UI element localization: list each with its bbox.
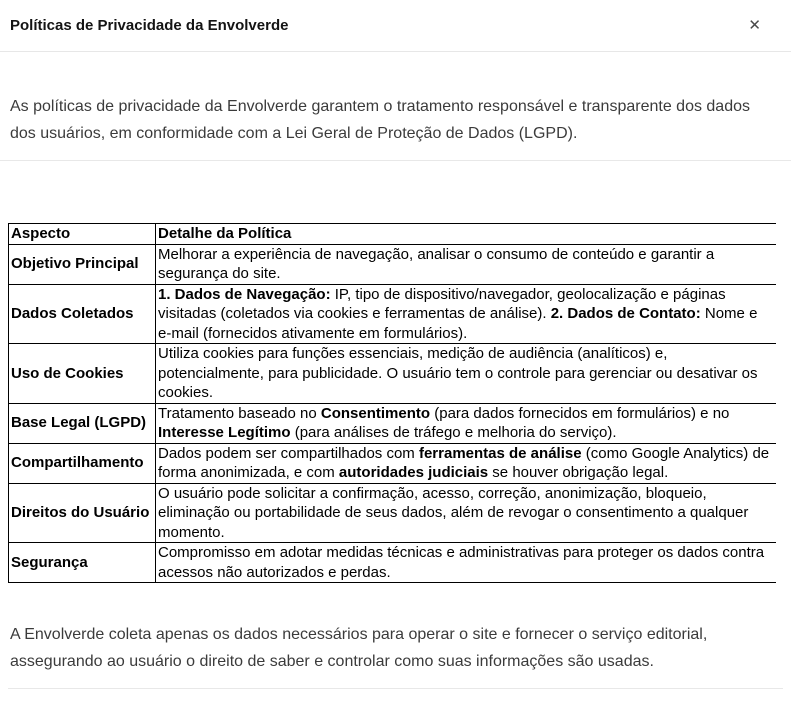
close-icon[interactable]: ✕ — [744, 14, 765, 37]
table-row — [9, 403, 777, 443]
column-header-aspecto: Aspecto — [9, 224, 156, 245]
policy-table — [8, 223, 776, 583]
row-aspect: Segurança — [9, 543, 156, 583]
table-header-row — [9, 224, 777, 245]
row-aspect: Dados Coletados — [9, 284, 156, 344]
row-aspect: Compartilhamento — [9, 443, 156, 483]
row-detail: Compromisso em adotar medidas técnicas e administrativas para proteger os dados contra acessos não autorizados e perdas. — [156, 543, 777, 583]
divider — [8, 688, 783, 689]
row-aspect: Base Legal (LGPD) — [9, 403, 156, 443]
divider — [0, 160, 791, 161]
table-row — [9, 483, 777, 543]
row-aspect: Objetivo Principal — [9, 244, 156, 284]
table-row — [9, 244, 777, 284]
modal-title: Políticas de Privacidade da Envolverde — [10, 17, 289, 34]
row-aspect: Uso de Cookies — [9, 344, 156, 404]
table-row — [9, 543, 777, 583]
row-detail: 1. Dados de Navegação: IP, tipo de dispositivo/navegador, geolocalização e páginas visitadas (coletados via cookies e ferramentas de análise). 2. Dados de Contato: Nome e e-mail (fornecidos ativamente em formulários). — [156, 284, 777, 344]
intro-paragraph: As políticas de privacidade da Envolverde garantem o tratamento responsável e transparente dos dados dos usuários, em conformidade com a Lei Geral de Proteção de Dados (LGPD). — [10, 98, 750, 142]
row-detail: Tratamento baseado no Consentimento (para dados fornecidos em formulários) e no Interesse Legítimo (para análises de tráfego e melhoria do serviço). — [156, 403, 777, 443]
column-header-detalhe: Detalhe da Política — [156, 224, 777, 245]
row-detail: O usuário pode solicitar a confirmação, acesso, correção, anonimização, bloqueio, eliminação ou portabilidade de seus dados, além de revogar o consentimento a qualquer momento. — [156, 483, 777, 543]
table-row — [9, 443, 777, 483]
table-row — [9, 344, 777, 404]
row-detail: Melhorar a experiência de navegação, analisar o consumo de conteúdo e garantir a segurança do site. — [156, 244, 777, 284]
row-aspect: Direitos do Usuário — [9, 483, 156, 543]
table-row — [9, 284, 777, 344]
modal-header — [0, 0, 791, 52]
row-detail: Utiliza cookies para funções essenciais, medição de audiência (analíticos) e, potencialmente, para publicidade. O usuário tem o controle para gerenciar ou desativar os cookies. — [156, 344, 777, 404]
closing-paragraph: A Envolverde coleta apenas os dados necessários para operar o site e fornecer o serviço editorial, assegurando ao usuário o direito de saber e controlar como suas informações são usadas. — [10, 626, 708, 670]
row-detail: Dados podem ser compartilhados com ferramentas de análise (como Google Analytics) de forma anonimizada, e com autoridades judiciais se houver obrigação legal. — [156, 443, 777, 483]
policy-table-container — [8, 223, 776, 594]
